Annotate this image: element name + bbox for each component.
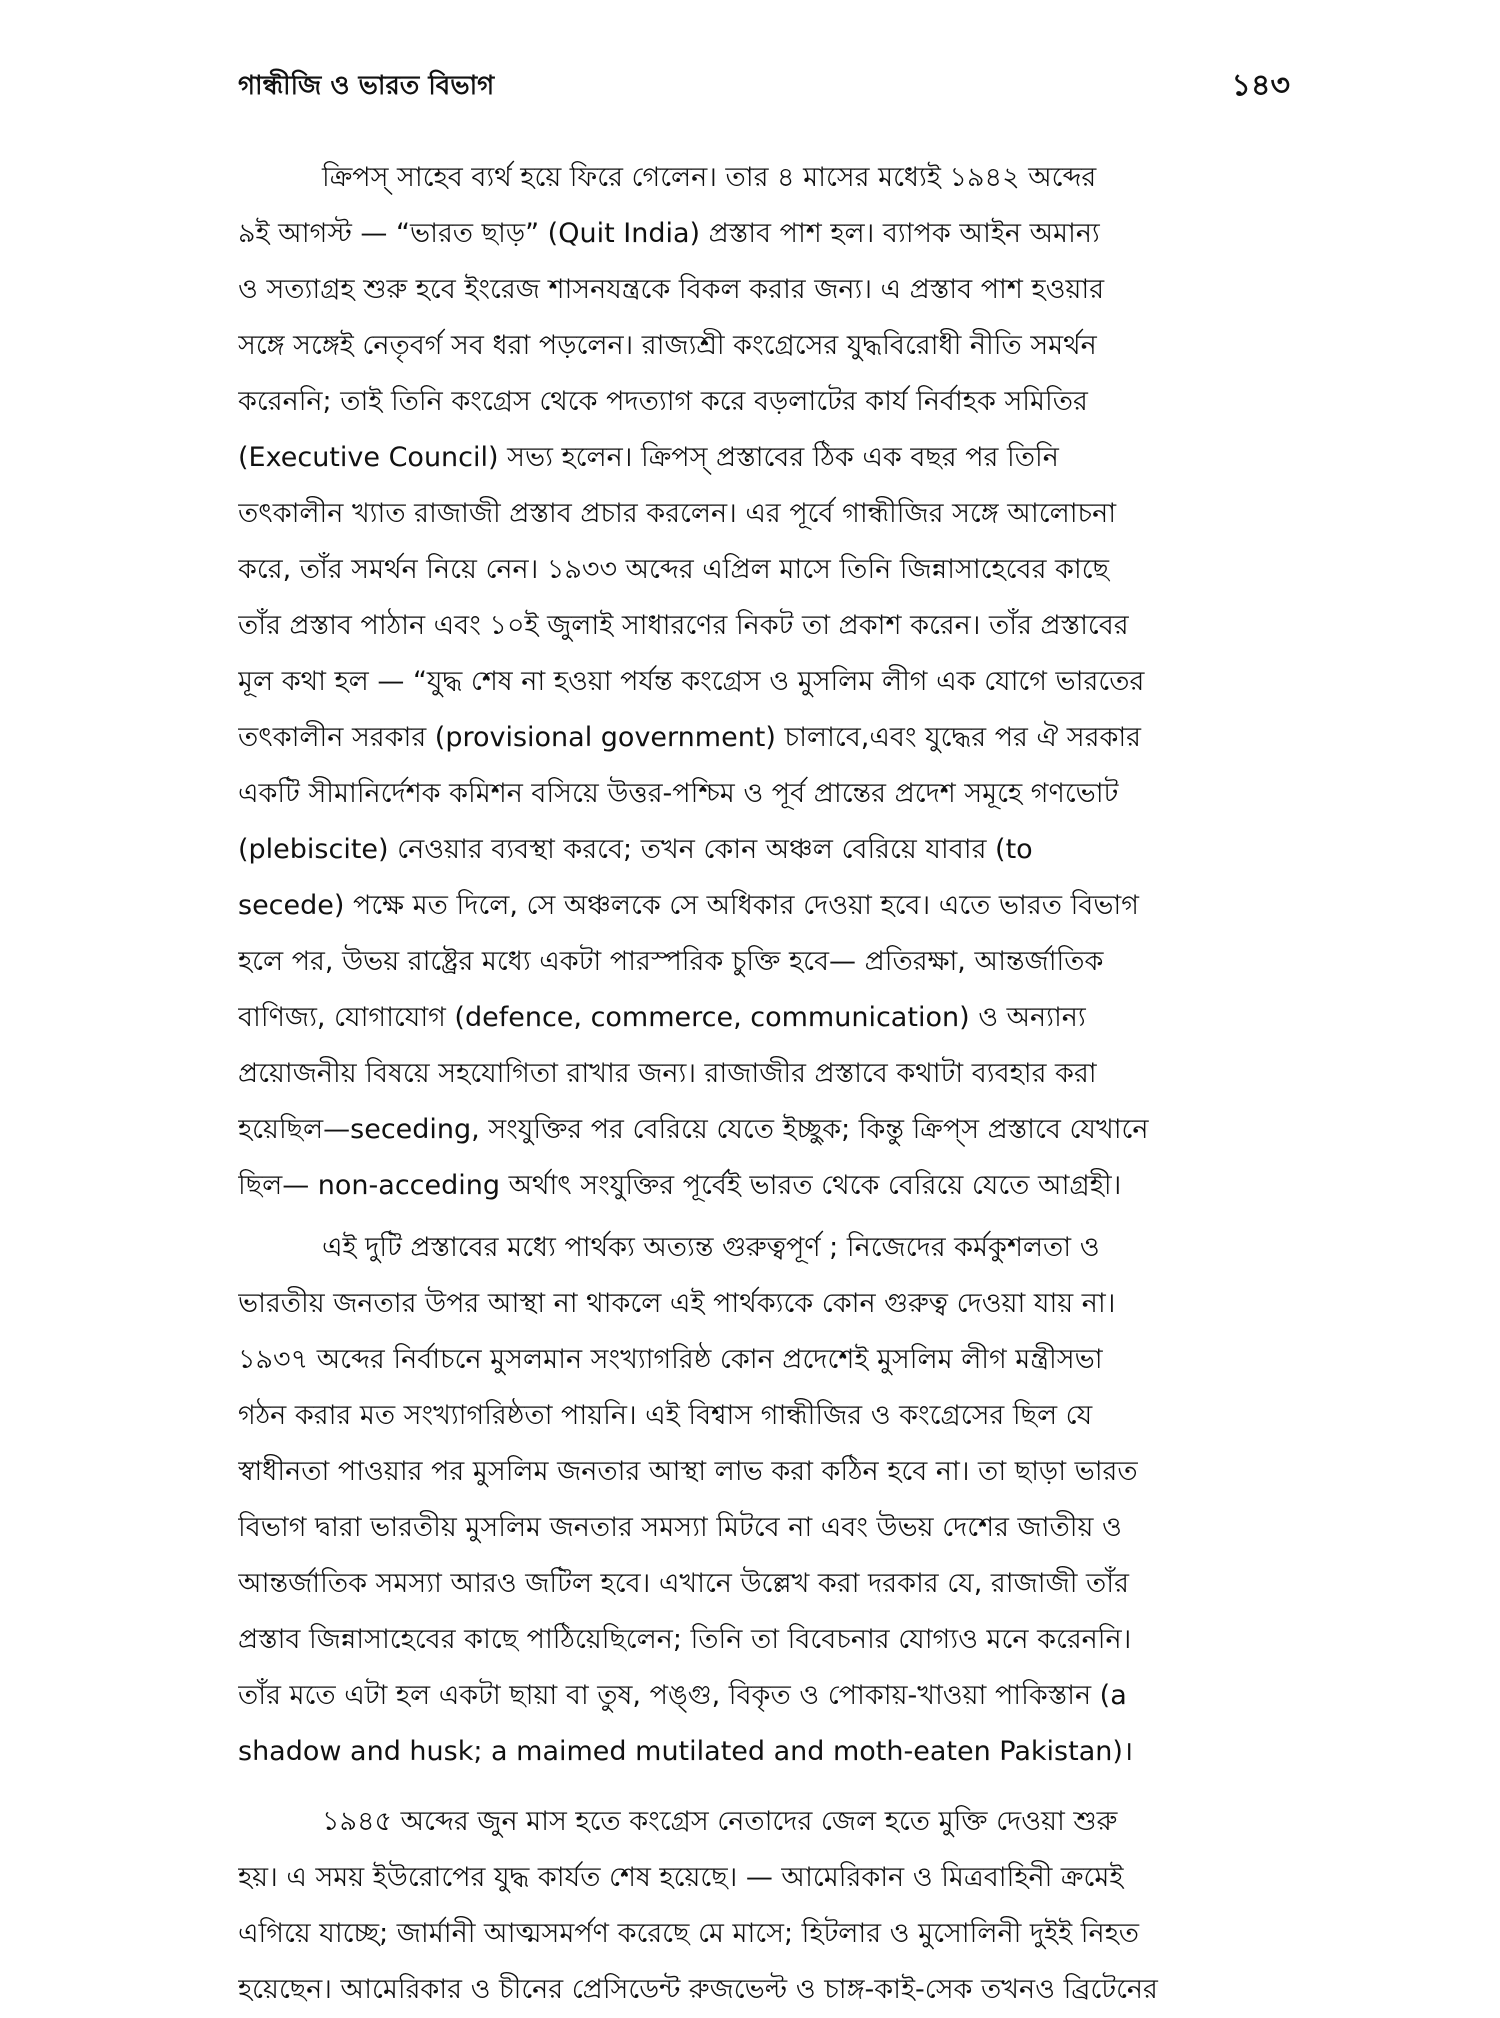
text-line: তাঁর প্রস্তাব পাঠান এবং ১০ই জুলাই সাধারণের নিকট তা প্রকাশ করেন। তাঁর প্রস্তাবের (238, 610, 1129, 641)
paragraph (238, 1220, 1290, 1780)
text-line: (plebiscite) নেওয়ার ব্যবস্থা করবে; তখন কোন অঞ্চল বেরিয়ে যাবার (to (238, 834, 1033, 865)
paragraph (238, 150, 1290, 1214)
text-line: সঙ্গে সঙ্গেই নেতৃবর্গ সব ধরা পড়লেন। রাজ্যশ্রী কংগ্রেসের যুদ্ধবিরোধী নীতি সমর্থন (238, 330, 1097, 361)
text-line: এগিয়ে যাচ্ছে; জার্মানী আত্মসমর্পণ করেছে মে মাসে; হিটলার ও মুসোলিনী দুইই নিহত (238, 1918, 1140, 1949)
text-line: করে, তাঁর সমর্থন নিয়ে নেন। ১৯৩৩ অব্দের এপ্রিল মাসে তিনি জিন্নাসাহেবের কাছে (238, 554, 1109, 585)
text-line: এই দুটি প্রস্তাবের মধ্যে পার্থক্য অত্যন্ত গুরুত্বপূর্ণ ; নিজেদের কর্মকুশলতা ও (322, 1232, 1100, 1263)
page-body (238, 150, 1290, 2018)
text-line: হলে পর, উভয় রাষ্ট্রের মধ্যে একটা পারস্পরিক চুক্তি হবে— প্রতিরক্ষা, আন্তর্জাতিক (238, 946, 1104, 977)
page-number: ১৪৩ (1231, 68, 1290, 103)
paragraph (238, 1794, 1290, 2018)
text-line: বিভাগ দ্বারা ভারতীয় মুসলিম জনতার সমস্যা মিটবে না এবং উভয় দেশের জাতীয় ও (238, 1512, 1122, 1543)
text-line: ১৯৪৫ অব্দের জুন মাস হতে কংগ্রেস নেতাদের জেল হতে মুক্তি দেওয়া শুরু (322, 1806, 1118, 1837)
text-line: ১৯৩৭ অব্দের নির্বাচনে মুসলমান সংখ্যাগরিষ্ঠ কোন প্রদেশেই মুসলিম লীগ মন্ত্রীসভা (238, 1344, 1103, 1375)
text-line: shadow and husk; a maimed mutilated and moth-eaten Pakistan)। (238, 1736, 1134, 1767)
text-line: তাঁর মতে এটা হল একটা ছায়া বা তুষ, পঙ্গু, বিকৃত ও পোকায়-খাওয়া পাকিস্তান (a (238, 1680, 1127, 1711)
text-line: তৎকালীন সরকার (provisional government) চালাবে,এবং যুদ্ধের পর ঐ সরকার (238, 722, 1142, 753)
text-line: তৎকালীন খ্যাত রাজাজী প্রস্তাব প্রচার করলেন। এর পূর্বে গান্ধীজির সঙ্গে আলোচনা (238, 498, 1117, 529)
text-line: বাণিজ্য, যোগাযোগ (defence, commerce, communication) ও অন্যান্য (238, 1002, 1086, 1033)
text-line: secede) পক্ষে মত দিলে, সে অঞ্চলকে সে অধিকার দেওয়া হবে। এতে ভারত বিভাগ (238, 890, 1139, 921)
text-line: হয়েছেন। আমেরিকার ও চীনের প্রেসিডেন্ট রুজভেল্ট ও চাঙ্গ-কাই-সেক তখনও ব্রিটেনের (238, 1974, 1158, 2005)
page-header (238, 62, 1290, 110)
text-line: প্রয়োজনীয় বিষয়ে সহযোগিতা রাখার জন্য। রাজাজীর প্রস্তাবে কথাটা ব্যবহার করা (238, 1058, 1097, 1089)
running-head: গান্ধীজি ও ভারত বিভাগ (238, 71, 495, 101)
text-line: প্রস্তাব জিন্নাসাহেবের কাছে পাঠিয়েছিলেন; তিনি তা বিবেচনার যোগ্যও মনে করেননি। (238, 1624, 1132, 1655)
text-line: ও সত্যাগ্রহ শুরু হবে ইংরেজ শাসনযন্ত্রকে বিকল করার জন্য। এ প্রস্তাব পাশ হওয়ার (238, 274, 1105, 305)
text-line: (Executive Council) সভ্য হলেন। ক্রিপস্ প্রস্তাবের ঠিক এক বছর পর তিনি (238, 442, 1059, 473)
text-line: আন্তর্জাতিক সমস্যা আরও জটিল হবে। এখানে উল্লেখ করা দরকার যে, রাজাজী তাঁর (238, 1568, 1129, 1599)
text-line: স্বাধীনতা পাওয়ার পর মুসলিম জনতার আস্থা লাভ করা কঠিন হবে না। তা ছাড়া ভারত (238, 1456, 1138, 1487)
text-line: ছিল— non-acceding অর্থাৎ সংযুক্তির পূর্বেই ভারত থেকে বেরিয়ে যেতে আগ্রহী। (238, 1170, 1122, 1201)
text-line: মূল কথা হল — “যুদ্ধ শেষ না হওয়া পর্যন্ত কংগ্রেস ও মুসলিম লীগ এক যোগে ভারতের (238, 666, 1145, 697)
text-line: গঠন করার মত সংখ্যাগরিষ্ঠতা পায়নি। এই বিশ্বাস গান্ধীজির ও কংগ্রেসের ছিল যে (238, 1400, 1093, 1431)
text-line: ভারতীয় জনতার উপর আস্থা না থাকলে এই পার্থক্যকে কোন গুরুত্ব দেওয়া যায় না। (238, 1288, 1116, 1319)
text-line: হয়েছিল—seceding, সংযুক্তির পর বেরিয়ে যেতে ইচ্ছুক; কিন্তু ক্রিপ্‌স প্রস্তাবে যেখানে (238, 1114, 1149, 1145)
text-line: হয়। এ সময় ইউরোপের যুদ্ধ কার্যত শেষ হয়েছে। — আমেরিকান ও মিত্রবাহিনী ক্রমেই (238, 1862, 1124, 1893)
text-line: একটি সীমানির্দেশক কমিশন বসিয়ে উত্তর-পশ্চিম ও পূর্ব প্রান্তের প্রদেশ সমূহে গণভোট (238, 778, 1119, 809)
text-line: ক্রিপস্ সাহেব ব্যর্থ হয়ে ফিরে গেলেন। তার ৪ মাসের মধ্যেই ১৯৪২ অব্দের (322, 162, 1097, 193)
text-line: ৯ই আগস্ট — “ভারত ছাড়” (Quit India) প্রস্তাব পাশ হল। ব্যাপক আইন অমান্য (238, 218, 1100, 249)
text-line: করেননি; তাই তিনি কংগ্রেস থেকে পদত্যাগ করে বড়লাটের কার্য নির্বাহক সমিতির (238, 386, 1088, 417)
